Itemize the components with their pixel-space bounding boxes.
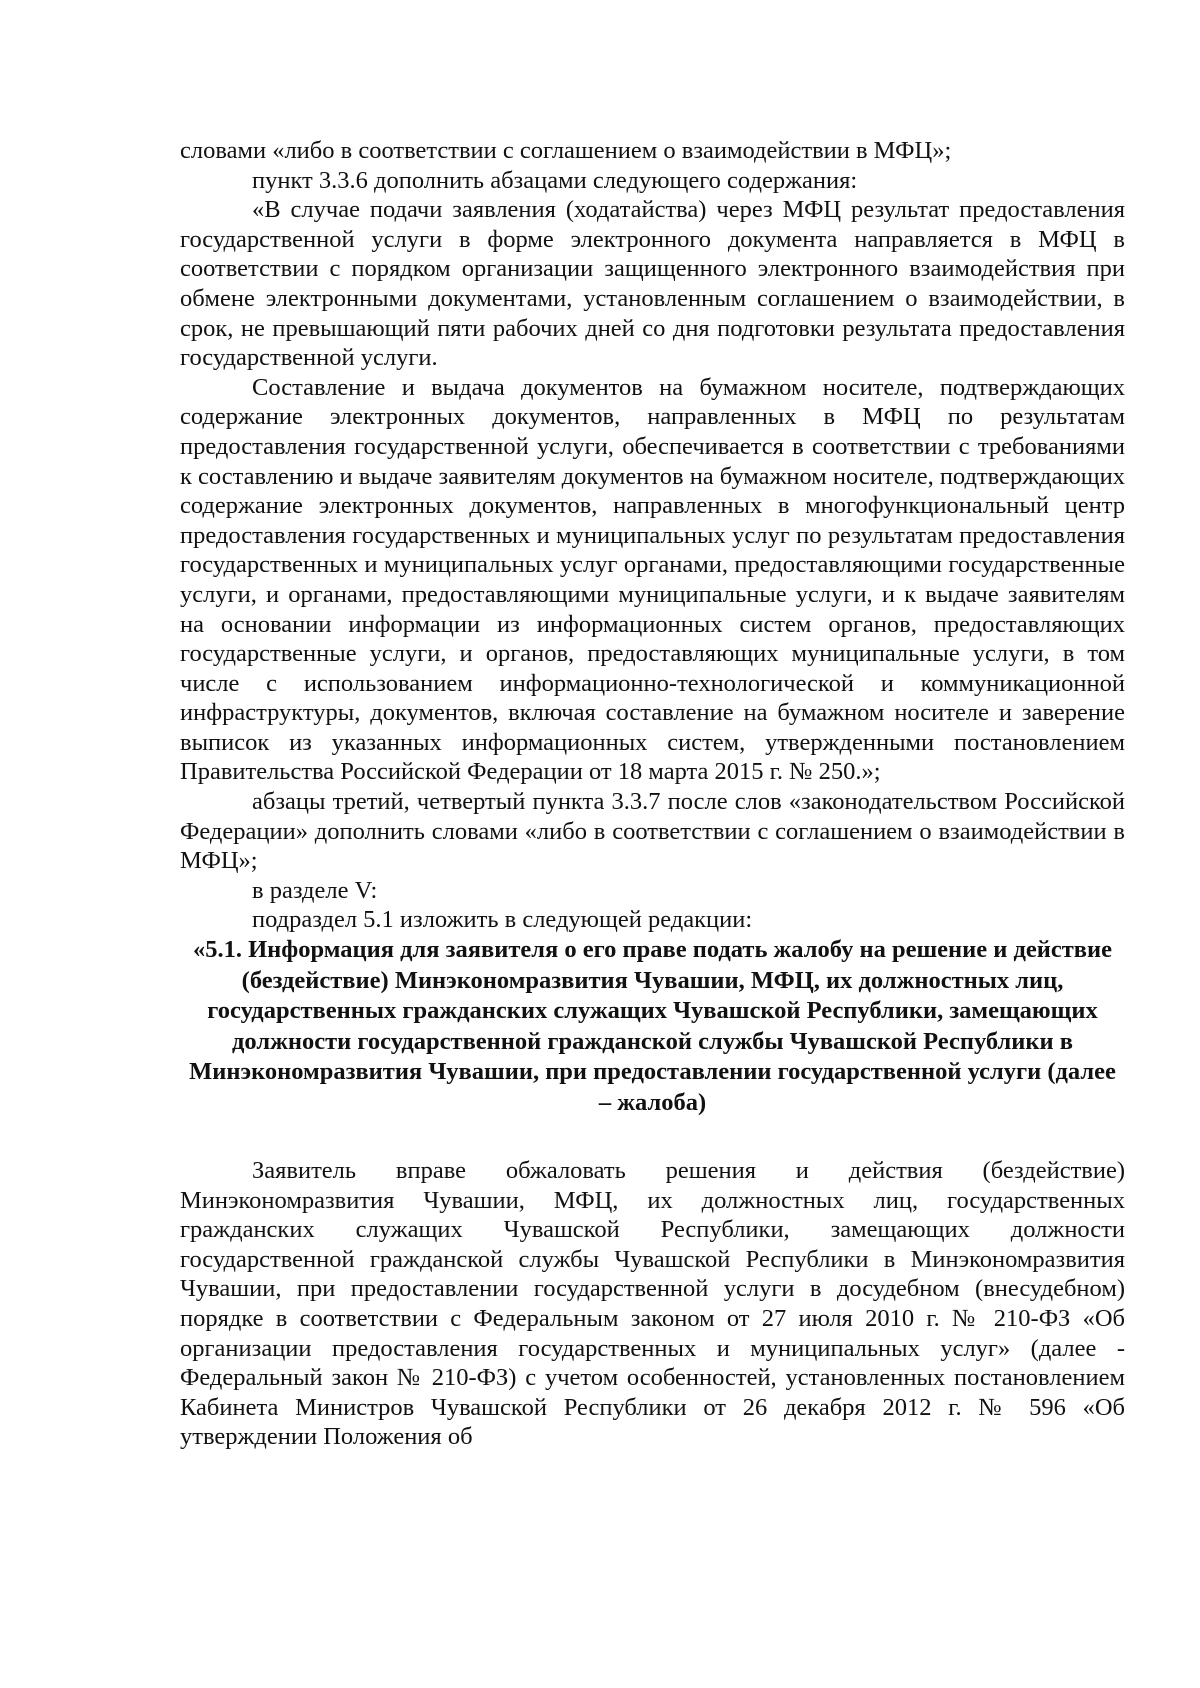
- document-page: [180, 136, 1125, 1452]
- paragraph-4: Составление и выдача документов на бумажном носителе, подтверждающих содержание электронных документов, направленных в МФЦ по результатам предоставления государственной услуги, обеспечивается в соответствии с требованиями к составлению и выдаче заявителям документов на бумажном носителе, подтверждающих содержание электронных документов, направленных в многофункциональный центр предоставления государственных и муниципальных услуг по результатам предоставления государственных и муниципальных услуг органами, предоставляющими государственные услуги, и органами, предоставляющими муниципальные услуги, и к выдаче заявителям на основании информации из информационных систем органов, предоставляющих государственные услуги, и органов, предоставляющих муниципальные услуги, в том числе с использованием информационно-технологической и коммуникационной инфраструктуры, документов, включая составление на бумажном носителе и заверение выписок из указанных информационных систем, утвержденными постановлением Правительства Российской Федерации от 18 марта 2015 г. № 250.»;: [180, 373, 1125, 786]
- paragraph-5: абзацы третий, четвертый пункта 3.3.7 после слов «законодательством Российской Федерации» дополнить словами «либо в соответствии с соглашением о взаимодействии в МФЦ»;: [180, 788, 1125, 875]
- spacer: [180, 1118, 1125, 1156]
- paragraph-7: подраздел 5.1 изложить в следующей редакции:: [252, 906, 753, 934]
- paragraph-3: «В случае подачи заявления (ходатайства) через МФЦ результат предоставления государственной услуги в форме электронного документа направляется в МФЦ в соответствии с порядком организации защищенного электронного взаимодействия при обмене электронными документами, установленным соглашением о взаимодействии, в срок, не превышающий пяти рабочих дней со дня подготовки результата предоставления государственной услуги.: [180, 196, 1125, 372]
- paragraph-1: словами «либо в соответствии с соглашением о взаимодействии в МФЦ»;: [180, 137, 952, 164]
- section-heading: «5.1. Информация для заявителя о его праве подать жалобу на решение и действие (бездействие) Минэкономразвития Чувашии, МФЦ, их должностных лиц, государственных гражданских служащих Чувашской Республики, замещающих должности государственной гражданской службы Чувашской Республики в Минэкономразвития Чувашии, при предоставлении государственной услуги (далее – жалоба): [189, 936, 1116, 1116]
- paragraph-6: в разделе V:: [252, 876, 378, 904]
- paragraph-2: пункт 3.3.6 дополнить абзацами следующего содержания:: [252, 166, 858, 194]
- paragraph-8: Заявитель вправе обжаловать решения и действия (бездействие) Минэкономразвития Чувашии, МФЦ, их должностных лиц, государственных гражданских служащих Чувашской Республики, замещающих должности государственной гражданской службы Чувашской Республики в Минэкономразвития Чувашии, при предоставлении государственной услуги в досудебном (внесудебном) порядке в соответствии с Федеральным законом от 27 июля 2010 г. № 210-ФЗ «Об организации предоставления государственных и муниципальных услуг» (далее - Федеральный закон № 210-ФЗ) с учетом особенностей, установленных постановлением Кабинета Министров Чувашской Республики от 26 декабря 2012 г. № 596 «Об утверждении Положения об: [180, 1157, 1125, 1451]
